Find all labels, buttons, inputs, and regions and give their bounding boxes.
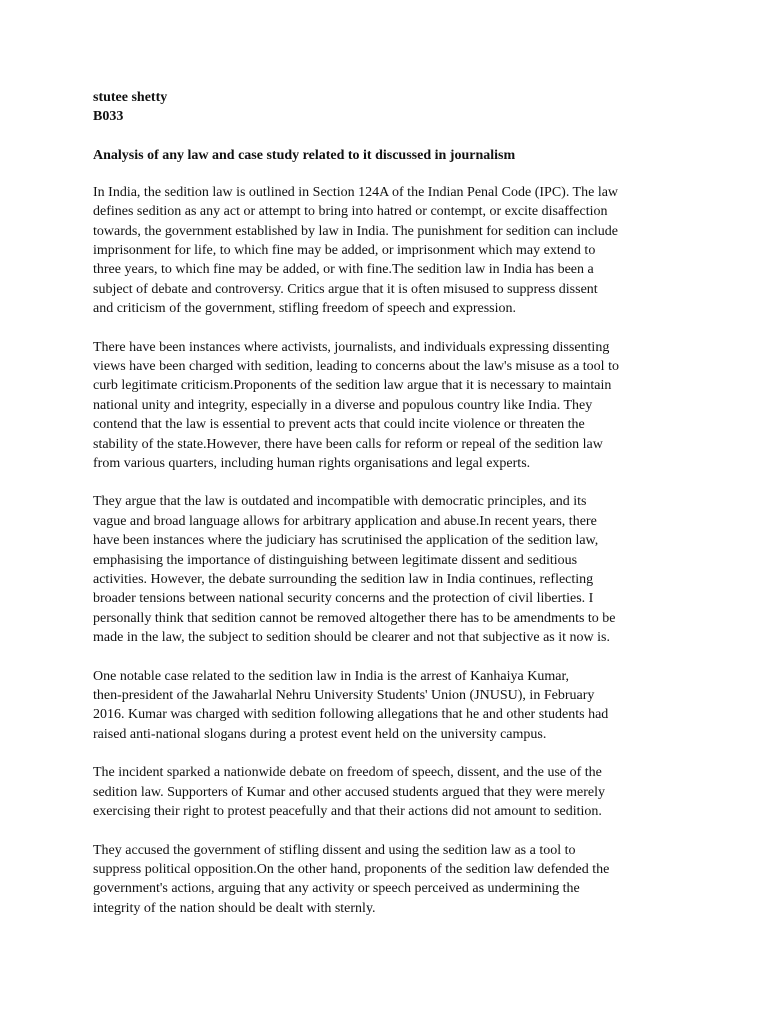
author-name: stutee shetty xyxy=(93,90,168,105)
paragraph-reform-arguments: They argue that the law is outdated and incompatible with democratic principles, and its vague and broad language allows for arbitrary application and abuse.In recent years, there have been instances where the judiciary has scrutinised the application of the sedition law, emphasising the importance of distinguishing between legitimate dissent and seditious activities. However, the debate surrounding the sedition law in India continues, reflecting broader tensions between national security concerns and the protection of civil liberties. I personally think that sedition cannot be removed altogether there has to be amendments to be made in the law, the subject to sedition should be clearer and not that subjective as it now is. xyxy=(93,494,616,646)
paragraph-kanhaiya-kumar-case: One notable case related to the sedition law in India is the arrest of Kanhaiya Kumar, then-president of the Jawaharlal Nehru University Students' Union (JNUSU), in February 2016. Kumar was charged with sedition following allegations that he and other students had raised anti-national slogans during a protest event held on the university campus. xyxy=(93,668,609,742)
document-title: Analysis of any law and case study related to it discussed in journalism xyxy=(93,147,516,163)
paragraph-sedition-law-overview: In India, the sedition law is outlined in Section 124A of the Indian Penal Code (IPC). The law defines sedition as any act or attempt to bring into hatred or contempt, or excite disaffection towards, the government established by law in India. The punishment for sedition can include imprisonment for life, to which fine may be added, or imprisonment which may extend to three years, to which fine may be added, or with fine.The sedition law in India has been a subject of debate and controversy. Critics argue that it is often misused to suppress dissent and criticism of the government, stifling freedom of speech and expression. xyxy=(93,184,619,317)
paragraph-government-accusations: They accused the government of stifling dissent and using the sedition law as a tool to suppress political opposition.On the other hand, proponents of the sedition law defended the government's actions, arguing that any activity or speech perceived as undermining the integrity of the nation should be dealt with sternly. xyxy=(93,842,610,916)
author-id: B033 xyxy=(93,109,124,125)
document-body xyxy=(93,88,678,918)
paragraph-instances-and-proponents: There have been instances where activists, journalists, and individuals expressing dissenting views have been charged with sedition, leading to concerns about the law's misuse as a tool to curb legitimate criticism.Proponents of the sedition law argue that it is necessary to maintain national unity and integrity, especially in a diverse and populous country like India. They contend that the law is essential to prevent acts that could incite violence or threaten the stability of the state.However, there have been calls for reform or repeal of the sedition law from various quarters, including human rights organisations and legal experts. xyxy=(93,339,619,471)
paragraph-nationwide-debate: The incident sparked a nationwide debate on freedom of speech, dissent, and the use of the sedition law. Supporters of Kumar and other accused students argued that they were merely exercising their right to protest peacefully and that their actions did not amount to sedition. xyxy=(93,765,606,820)
